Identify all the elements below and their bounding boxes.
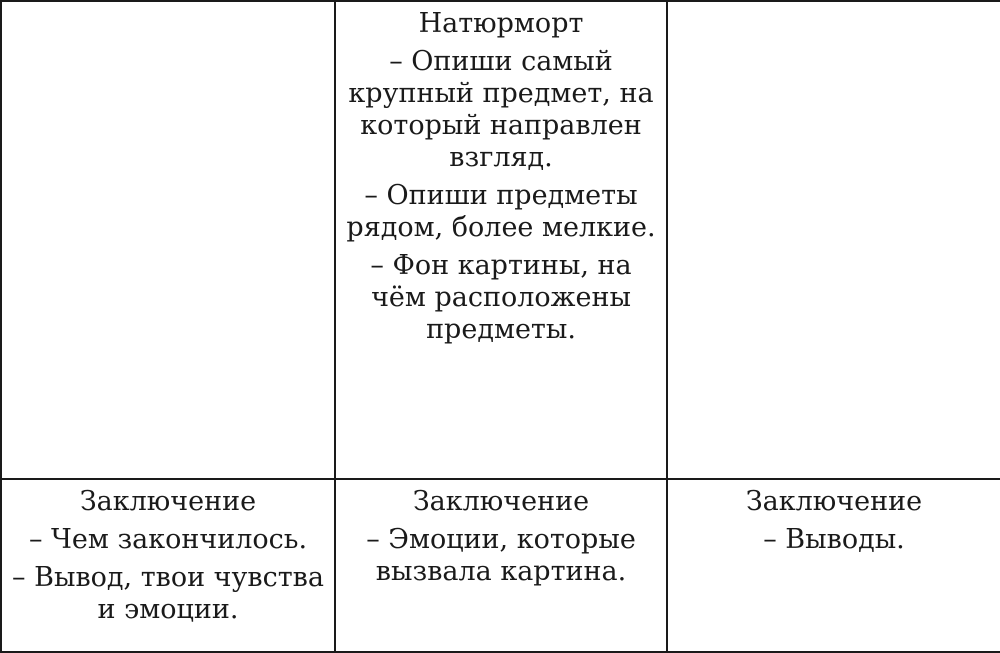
cell-point: – Чем закончилось. [28, 524, 308, 555]
cell-point: – Опиши предметы рядом, более мелкие. [346, 180, 656, 243]
cell-point: – Эмоции, которые вызвала картина. [366, 524, 636, 587]
cell-point: – Вывод, твои чувства и эмоции. [12, 562, 324, 625]
table-cell-conclusion-3 [667, 479, 1000, 652]
table-cell-conclusion-1 [1, 479, 335, 652]
cell-point: – Выводы. [763, 524, 905, 555]
table-row [1, 1, 1000, 479]
table-cell-still-life [335, 1, 667, 479]
cell-point: – Фон картины, на чём расположены предметы. [370, 250, 632, 345]
cell-title: Натюрморт [418, 8, 584, 39]
table-cell-empty-right [667, 1, 1000, 479]
table-cell-conclusion-2 [335, 479, 667, 652]
cell-title: Заключение [745, 486, 923, 517]
cell-point: – Опиши самый крупный предмет, на который направлен взгляд. [348, 46, 654, 173]
table-cell-empty-left [1, 1, 335, 479]
cell-title: Заключение [412, 486, 590, 517]
table-row [1, 479, 1000, 652]
cell-title: Заключение [79, 486, 257, 517]
